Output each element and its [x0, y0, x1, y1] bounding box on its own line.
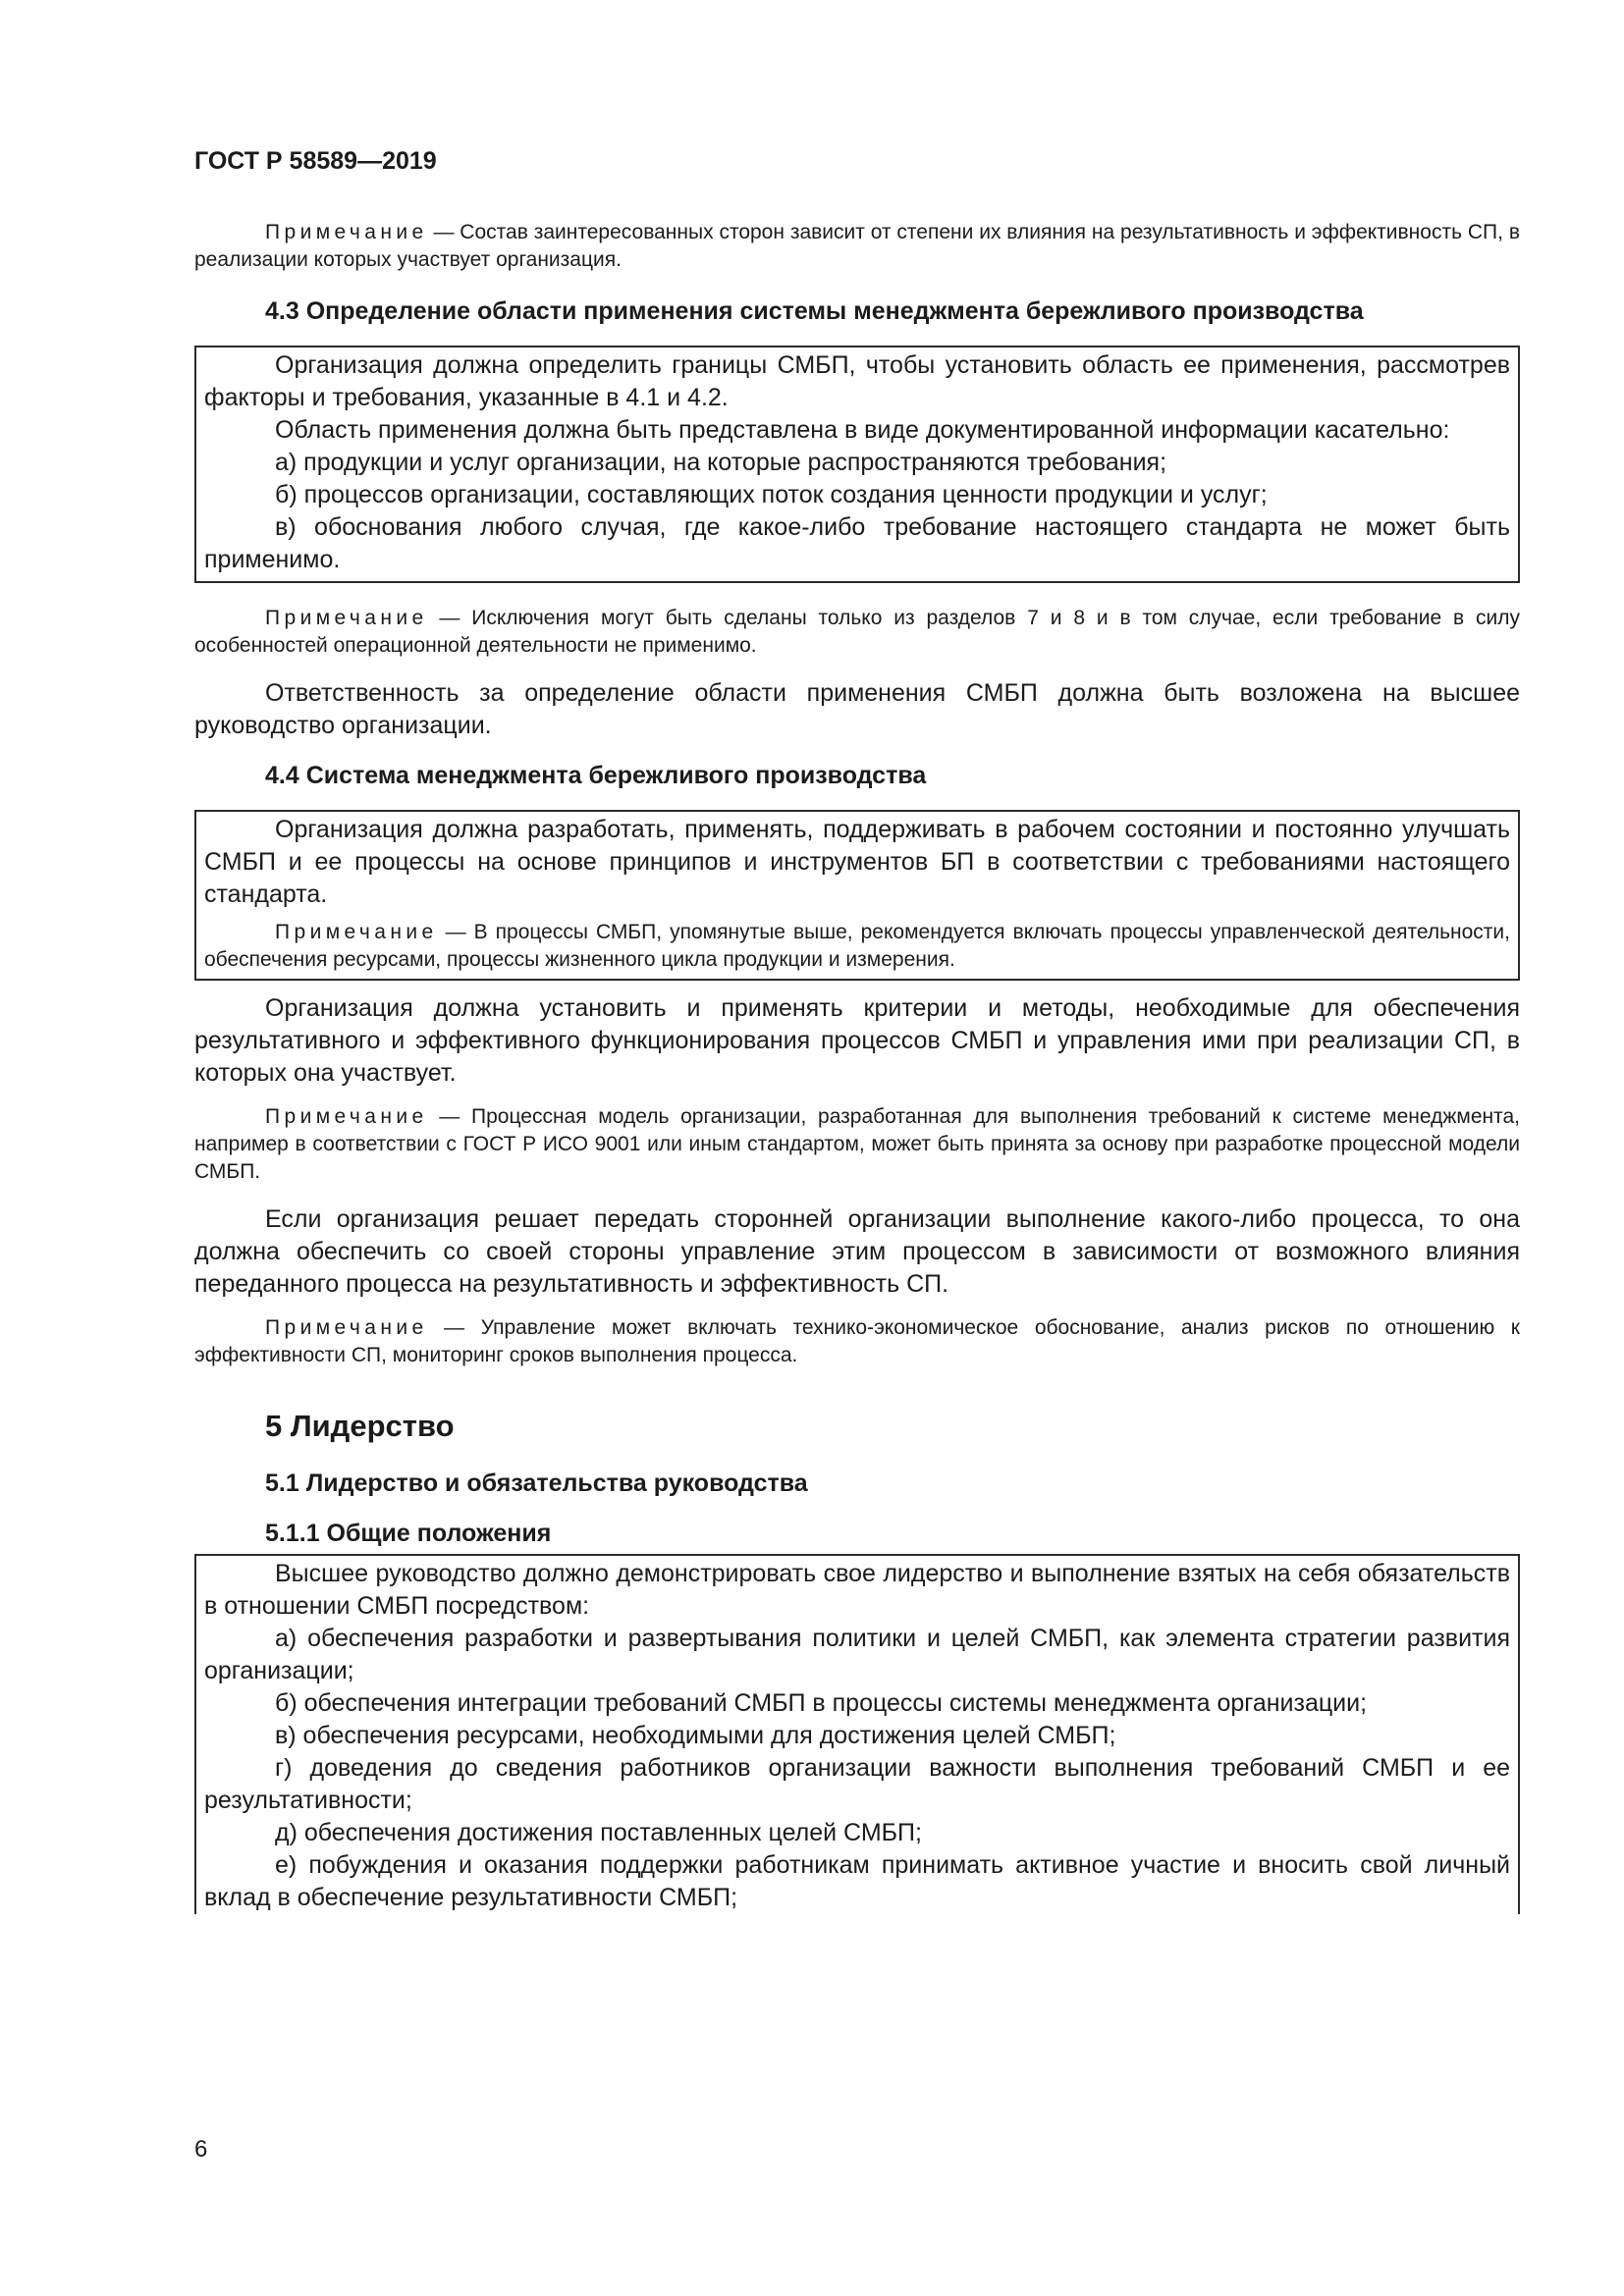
list-item: в) обеспечения ресурсами, необходимыми для достижения целей СМБП;: [275, 1722, 1116, 1749]
note-label: Примечание: [265, 1105, 428, 1128]
document-header: ГОСТ Р 58589—2019: [194, 147, 437, 175]
note-label: Примечание: [265, 1316, 428, 1339]
note-text: — Состав заинтересованных сторон зависит от степени их влияния на результативность и эффективность СП, в реализации которых участвует организация.: [194, 221, 1520, 271]
page-number: 6: [194, 2136, 208, 2163]
note-text: — В процессы СМБП, упомянутые выше, рекомендуется включать процессы управленческой деятельности, обеспечения ресурсами, процессы жизненного цикла продукции и измерения.: [204, 921, 1510, 971]
box-4-3-paragraph-1: Организация должна определить границы СМБП, чтобы установить область ее применения, рассмотрев факторы и требования, указанные в 4.1 и 4.2.: [204, 351, 1510, 411]
list-item: а) обеспечения разработки и развертывания политики и целей СМБП, как элемента стратегии развития организации;: [204, 1625, 1510, 1684]
section-4-3-title: 4.3 Определение области применения системы менеджмента бережливого производства: [265, 297, 1364, 325]
paragraph-responsibility: Ответственность за определение области применения СМБП должна быть возложена на высшее руководство организации.: [194, 679, 1520, 739]
list-item: в) обоснования любого случая, где какое-либо требование настоящего стандарта не может быть применимо.: [204, 513, 1510, 573]
section-5-1-title: 5.1 Лидерство и обязательства руководства: [265, 1469, 808, 1497]
note-text: — Управление может включать технико-экономическое обоснование, анализ рисков по отношению к эффективности СП, мониторинг сроков выполнения процесса.: [194, 1316, 1520, 1366]
list-item: б) процессов организации, составляющих поток создания ценности продукции и услуг;: [275, 481, 1268, 508]
list-item: а) продукции и услуг организации, на которые распространяются требования;: [275, 449, 1167, 476]
requirement-box-4-4: [194, 810, 1520, 981]
section-5-title: 5 Лидерство: [265, 1409, 455, 1443]
note-label: Примечание: [275, 921, 438, 943]
note-label: Примечание: [265, 221, 428, 243]
note-label: Примечание: [265, 607, 428, 629]
note-exclusions: [194, 605, 1520, 660]
box-4-4-paragraph: Организация должна разработать, применять, поддерживать в рабочем состоянии и постоянно улучшать СМБП и ее процессы на основе принципов и инструментов БП в соответствии с требованиями настоящего стандарта.: [204, 816, 1510, 908]
note-text: — Исключения могут быть сделаны только из разделов 7 и 8 и в том случае, если требование в силу особенностей операционной деятельности не применимо.: [194, 607, 1520, 657]
note-stakeholders: [194, 219, 1520, 274]
box-5-1-1-paragraph: Высшее руководство должно демонстрировать свое лидерство и выполнение взятых на себя обязательств в отношении СМБП посредством:: [204, 1560, 1510, 1620]
list-item: д) обеспечения достижения поставленных целей СМБП;: [275, 1819, 922, 1846]
box-4-3-paragraph-2: Область применения должна быть представлена в виде документированной информации касательно:: [275, 416, 1450, 444]
note-management: [194, 1314, 1520, 1369]
section-5-1-1-title: 5.1.1 Общие положения: [265, 1520, 552, 1547]
list-item: г) доведения до сведения работников организации важности выполнения требований СМБП и ее результативности;: [204, 1754, 1510, 1814]
document-page: [194, 147, 1520, 1914]
note-text: — Процессная модель организации, разработанная для выполнения требований к системе менеджмента, например в соответствии с ГОСТ Р ИСО 9001 или иным стандартом, может быть принята за основу при разработке процессной модели СМБП.: [194, 1105, 1520, 1183]
requirement-box-4-3: [194, 346, 1520, 583]
paragraph-outsourcing: Если организация решает передать сторонней организации выполнение какого-либо процесса, то она должна обеспечить со своей стороны управление этим процессом в зависимости от возможного влияния переданного процесса на результативность и эффективность СП.: [194, 1205, 1520, 1298]
list-item: б) обеспечения интеграции требований СМБП в процессы системы менеджмента организации;: [275, 1689, 1368, 1717]
requirement-box-5-1-1: [194, 1554, 1520, 1914]
paragraph-criteria: Организация должна установить и применять критерии и методы, необходимые для обеспечения результативного и эффективного функционирования процессов СМБП и управления ими при реализации СП, в которых она участвует.: [194, 994, 1520, 1087]
note-process-model: [194, 1103, 1520, 1186]
list-item: е) побуждения и оказания поддержки работникам принимать активное участие и вносить свой личный вклад в обеспечение результативности СМБП;: [204, 1851, 1510, 1911]
box-4-4-note: [204, 919, 1510, 974]
section-4-4-title: 4.4 Система менеджмента бережливого производства: [265, 762, 927, 789]
